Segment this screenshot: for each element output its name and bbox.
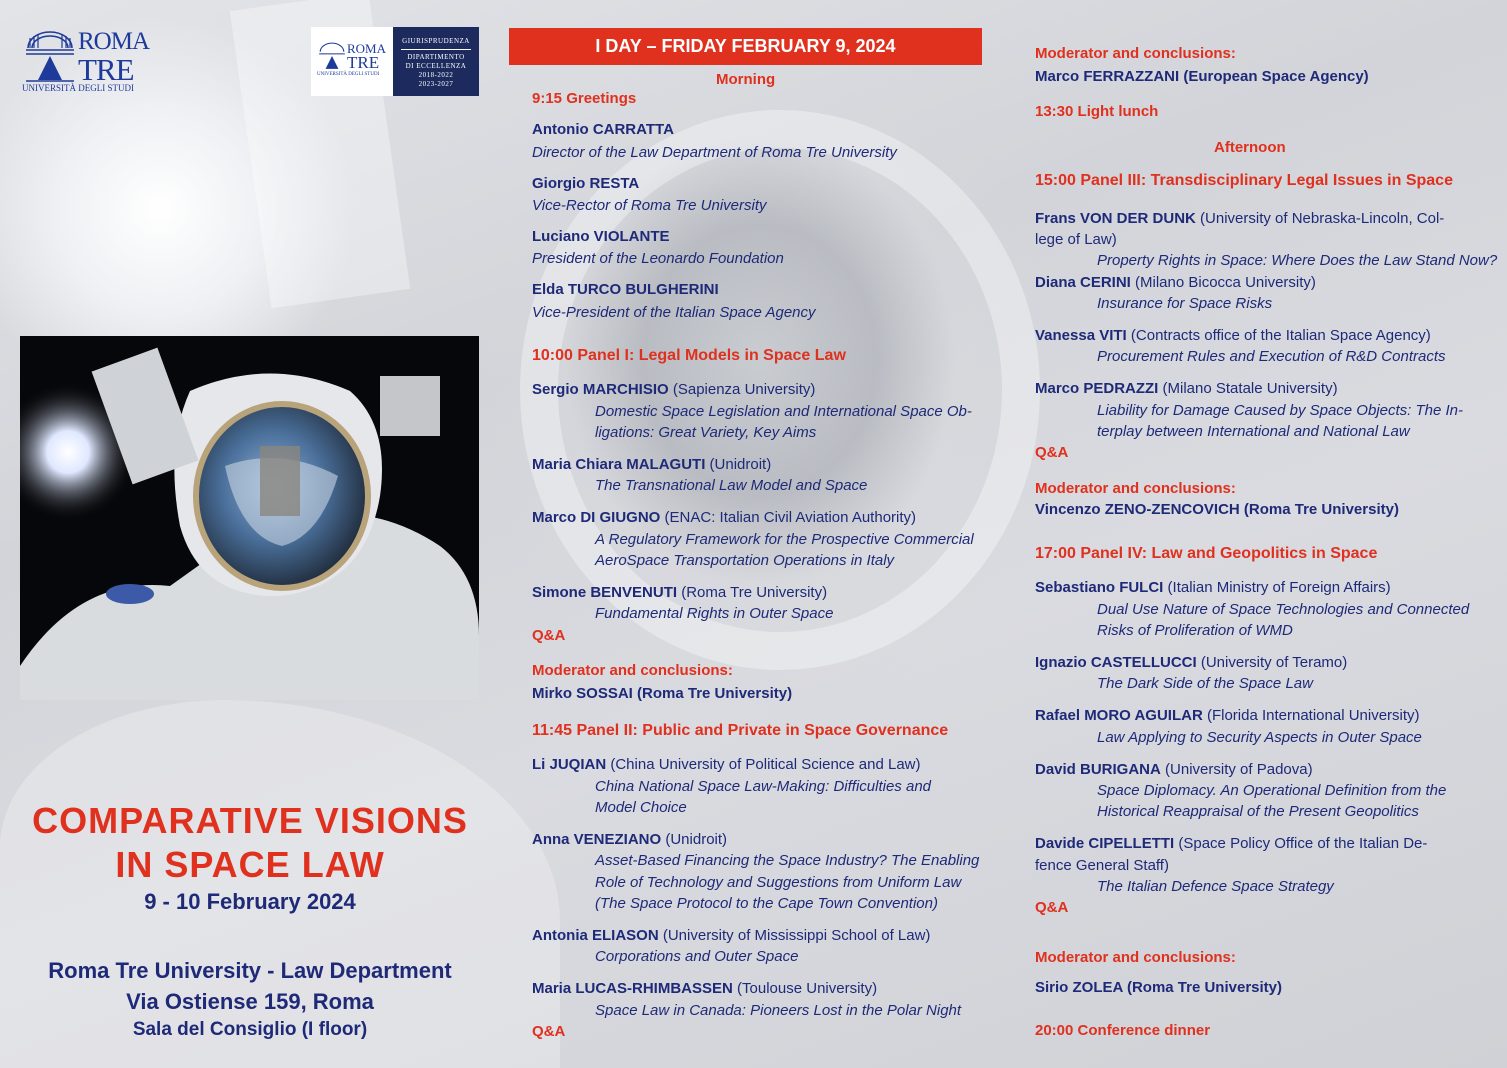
talk-title: China National Space Law-Making: Difficulties and bbox=[595, 778, 932, 795]
greeter-name: Luciano VIOLANTE bbox=[532, 228, 670, 245]
talk-title: Corporations and Outer Space bbox=[595, 948, 799, 965]
greeter-role: Vice-Rector of Roma Tre University bbox=[532, 197, 767, 214]
speaker-affiliation-cont: lege of Law) bbox=[1035, 231, 1117, 248]
dept-logo-years2: 2023-2027 bbox=[418, 80, 454, 88]
speaker-line bbox=[1035, 326, 1431, 346]
greetings-time: 9:15 Greetings bbox=[532, 90, 637, 107]
dept-logo-roma: ROMA bbox=[347, 41, 387, 56]
talk-title: Space Diplomacy. An Operational Definition from the bbox=[1097, 782, 1447, 799]
speaker-name: Sergio MARCHISIO bbox=[532, 381, 669, 398]
venue-university: Roma Tre University - Law Department bbox=[48, 958, 452, 983]
speaker-name: Maria Chiara MALAGUTI bbox=[532, 456, 706, 473]
department-excellence-logo bbox=[311, 27, 479, 96]
talk-title-cont: Role of Technology and Suggestions from Uniform Law bbox=[595, 874, 962, 891]
speaker-name: Diana CERINI bbox=[1035, 274, 1131, 291]
greeter-name: Elda TURCO BULGHERINI bbox=[532, 281, 719, 298]
speaker-line bbox=[532, 926, 930, 946]
dept-logo-dipartimento: DIPARTIMENTO bbox=[407, 53, 465, 61]
qa-label: Q&A bbox=[1035, 899, 1069, 916]
talk-title: Fundamental Rights in Outer Space bbox=[595, 605, 834, 622]
speaker-line bbox=[532, 508, 916, 528]
speaker-affiliation: (University of Nebraska-Lincoln, Col- bbox=[1200, 210, 1445, 227]
talk-title-cont: Historical Reappraisal of the Present Geopolitics bbox=[1097, 803, 1419, 820]
speaker-name: Simone BENVENUTI bbox=[532, 584, 678, 601]
speaker-name: Rafael MORO AGUILAR bbox=[1035, 707, 1203, 724]
speaker-affiliation: (Milano Statale University) bbox=[1162, 380, 1338, 397]
speaker-line bbox=[1035, 834, 1427, 854]
dept-logo-giurisprudenza: GIURISPRUDENZA bbox=[402, 37, 470, 45]
speaker-name: Frans VON DER DUNK bbox=[1035, 210, 1196, 227]
speaker-line bbox=[1035, 706, 1420, 726]
speaker-name: Marco PEDRAZZI bbox=[1035, 380, 1159, 397]
speaker-line bbox=[1035, 653, 1347, 673]
panel1-heading: 10:00 Panel I: Legal Models in Space Law bbox=[532, 347, 846, 364]
speaker-affiliation: (Sapienza University) bbox=[672, 381, 816, 398]
roma-tre-emblem-icon bbox=[22, 30, 78, 82]
speaker-line bbox=[1035, 578, 1391, 598]
speaker-affiliation: (Space Policy Office of the Italian De- bbox=[1178, 835, 1428, 852]
talk-title: Law Applying to Security Aspects in Outer Space bbox=[1097, 729, 1422, 746]
greeter-name: Antonio CARRATTA bbox=[532, 121, 674, 138]
moderator-label: Moderator and conclusions: bbox=[1035, 45, 1236, 62]
event-title-line1: COMPARATIVE VISIONS bbox=[32, 800, 468, 841]
qa-label: Q&A bbox=[1035, 444, 1069, 461]
moderator-name: Mirko SOSSAI (Roma Tre University) bbox=[532, 685, 793, 702]
speaker-affiliation: (Milano Bicocca University) bbox=[1135, 274, 1316, 291]
panel2-heading: 11:45 Panel II: Public and Private in Space Governance bbox=[532, 722, 949, 739]
dept-logo-eccellenza: DI ECCELLENZA bbox=[405, 62, 467, 70]
roma-tre-logo bbox=[22, 28, 152, 96]
moderator-label: Moderator and conclusions: bbox=[1035, 480, 1236, 497]
lunch-item: 13:30 Light lunch bbox=[1035, 103, 1159, 120]
greeter-role: President of the Leonardo Foundation bbox=[532, 250, 784, 267]
speaker-affiliation: (Contracts office of the Italian Space Agency) bbox=[1130, 327, 1431, 344]
moderator-label: Moderator and conclusions: bbox=[1035, 949, 1236, 966]
speaker-line bbox=[1035, 760, 1313, 780]
venue-address: Via Ostiense 159, Roma bbox=[126, 989, 374, 1014]
talk-title: Space Law in Canada: Pioneers Lost in the Polar Night bbox=[595, 1002, 962, 1019]
speaker-line bbox=[1035, 209, 1444, 229]
talk-title-cont: Risks of Proliferation of WMD bbox=[1097, 622, 1293, 639]
speaker-line bbox=[532, 583, 827, 603]
speaker-line bbox=[532, 755, 921, 775]
talk-title: Property Rights in Space: Where Does the Law Stand Now? bbox=[1097, 252, 1498, 269]
speaker-affiliation: (Unidroit) bbox=[665, 831, 728, 848]
afternoon-heading: Afternoon bbox=[1214, 139, 1286, 156]
roma-tre-emblem-icon bbox=[317, 41, 347, 71]
speaker-affiliation: (Unidroit) bbox=[709, 456, 772, 473]
moderator-label: Moderator and conclusions: bbox=[532, 662, 733, 679]
speaker-affiliation: (Roma Tre University) bbox=[681, 584, 828, 601]
dept-logo-tre: TRE bbox=[347, 53, 380, 72]
dept-logo-divider bbox=[401, 49, 471, 50]
talk-title: Insurance for Space Risks bbox=[1097, 295, 1273, 312]
day-banner: I DAY – FRIDAY FEBRUARY 9, 2024 bbox=[509, 28, 982, 65]
astronaut-photo bbox=[20, 336, 479, 700]
speaker-name: Vanessa VITI bbox=[1035, 327, 1127, 344]
talk-title: Liability for Damage Caused by Space Objects: The In- bbox=[1097, 402, 1464, 419]
speaker-affiliation: (ENAC: Italian Civil Aviation Authority) bbox=[664, 509, 917, 526]
speaker-affiliation: (Florida International University) bbox=[1206, 707, 1420, 724]
speaker-line bbox=[1035, 273, 1316, 293]
speaker-name: Ignazio CASTELLUCCI bbox=[1035, 654, 1197, 671]
roma-tre-logo-line2: TRE bbox=[78, 52, 134, 87]
speaker-affiliation-cont: fence General Staff) bbox=[1035, 857, 1169, 874]
panel3-heading: 15:00 Panel III: Transdisciplinary Legal Issues in Space bbox=[1035, 172, 1453, 189]
morning-heading: Morning bbox=[716, 71, 776, 88]
talk-title: A Regulatory Framework for the Prospective Commercial bbox=[595, 531, 974, 548]
speaker-name: Sebastiano FULCI bbox=[1035, 579, 1164, 596]
talk-title-cont: Model Choice bbox=[595, 799, 687, 816]
speaker-name: Anna VENEZIANO bbox=[532, 831, 662, 848]
talk-title: The Dark Side of the Space Law bbox=[1097, 675, 1313, 692]
panel4-heading: 17:00 Panel IV: Law and Geopolitics in Space bbox=[1035, 545, 1378, 562]
event-dates: 9 - 10 February 2024 bbox=[144, 889, 356, 914]
talk-title-cont: AeroSpace Transportation Operations in Italy bbox=[595, 552, 895, 569]
roma-tre-logo-line1: ROMA bbox=[78, 28, 150, 55]
speaker-affiliation: (University of Teramo) bbox=[1200, 654, 1348, 671]
speaker-line bbox=[532, 830, 727, 850]
speaker-affiliation: (University of Padova) bbox=[1165, 761, 1313, 778]
talk-title-cont: (The Space Protocol to the Cape Town Convention) bbox=[595, 895, 938, 912]
speaker-line bbox=[1035, 379, 1338, 399]
talk-title-cont: ligations: Great Variety, Key Aims bbox=[595, 424, 817, 441]
dept-logo-years1: 2018-2022 bbox=[418, 71, 454, 79]
talk-title: The Transnational Law Model and Space bbox=[595, 477, 868, 494]
qa-label: Q&A bbox=[532, 1023, 566, 1040]
speaker-name: Maria LUCAS-RHIMBASSEN bbox=[532, 980, 733, 997]
moderator-name: Marco FERRAZZANI (European Space Agency) bbox=[1035, 68, 1369, 85]
venue-room: Sala del Consiglio (I floor) bbox=[132, 1019, 368, 1040]
greeter-name: Giorgio RESTA bbox=[532, 175, 640, 192]
talk-title-cont: terplay between International and National Law bbox=[1097, 423, 1410, 440]
greeter-role: Vice-President of the Italian Space Agency bbox=[532, 304, 816, 321]
moderator-name: Vincenzo ZENO-ZENCOVICH (Roma Tre University) bbox=[1035, 501, 1399, 518]
greeter-role: Director of the Law Department of Roma Tre University bbox=[532, 144, 897, 161]
speaker-affiliation: (Italian Ministry of Foreign Affairs) bbox=[1167, 579, 1391, 596]
speaker-affiliation: (University of Mississippi School of Law) bbox=[662, 927, 931, 944]
talk-title: The Italian Defence Space Strategy bbox=[1097, 878, 1334, 895]
speaker-name: Marco DI GIUGNO bbox=[532, 509, 661, 526]
speaker-name: Davide CIPELLETTI bbox=[1035, 835, 1175, 852]
dept-logo-universita: UNIVERSITÀ DEGLI STUDI bbox=[317, 72, 380, 77]
roma-tre-logo-line3: UNIVERSITÀ DEGLI STUDI bbox=[22, 83, 134, 93]
speaker-name: Li JUQIAN bbox=[532, 756, 607, 773]
speaker-line bbox=[532, 380, 815, 400]
speaker-name: David BURIGANA bbox=[1035, 761, 1161, 778]
speaker-name: Antonia ELIASON bbox=[532, 927, 659, 944]
talk-title: Procurement Rules and Execution of R&D Contracts bbox=[1097, 348, 1446, 365]
speaker-affiliation: (Toulouse University) bbox=[737, 980, 878, 997]
speaker-line bbox=[532, 979, 877, 999]
dinner-item: 20:00 Conference dinner bbox=[1035, 1022, 1211, 1039]
speaker-line bbox=[532, 455, 771, 475]
moderator-name: Sirio ZOLEA (Roma Tre University) bbox=[1035, 979, 1282, 996]
talk-title: Asset-Based Financing the Space Industry? The Enabling bbox=[595, 852, 980, 869]
event-title-line2: IN SPACE LAW bbox=[115, 844, 385, 885]
qa-label: Q&A bbox=[532, 627, 566, 644]
speaker-affiliation: (China University of Political Science and Law) bbox=[610, 756, 921, 773]
talk-title: Dual Use Nature of Space Technologies and Connected bbox=[1097, 601, 1470, 618]
talk-title: Domestic Space Legislation and International Space Ob- bbox=[595, 403, 972, 420]
